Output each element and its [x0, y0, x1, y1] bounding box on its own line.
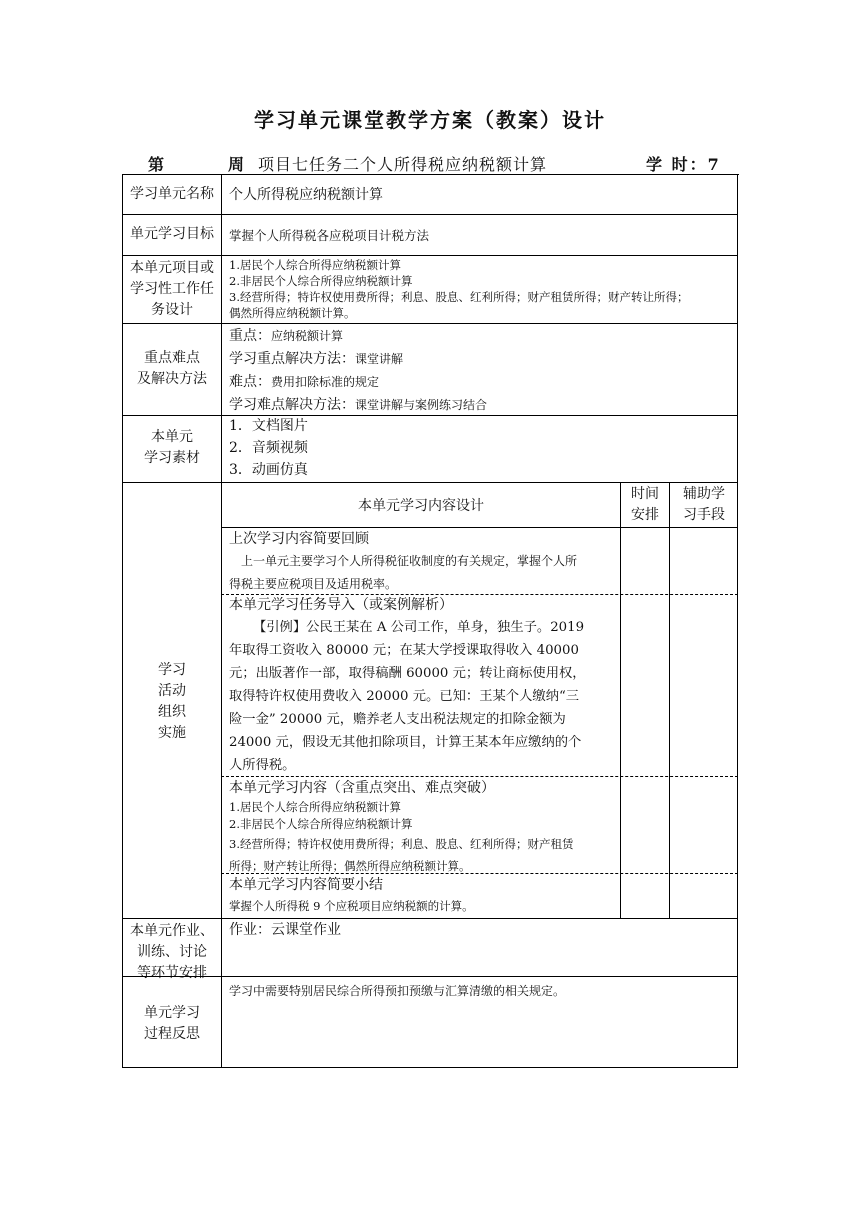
- task-item: 1.居民个人综合所得应纳税额计算: [229, 258, 401, 272]
- aid-column-divider: [669, 482, 670, 918]
- difficulty-line: [229, 371, 487, 394]
- material-item: 3．动画仿真: [229, 462, 308, 478]
- unit-name-value: 个人所得税应纳税额计算: [229, 187, 383, 203]
- activities-label-line: 组织: [158, 704, 186, 720]
- case-text-line: 险一金” 20000 元，赡养老人支出税法规定的扣除金额为: [229, 712, 566, 727]
- summary-text: 掌握个人所得税 9 个应税项目应纳税额的计算。: [229, 899, 474, 913]
- aid-header: [670, 484, 738, 526]
- reflection-label: [123, 1003, 221, 1045]
- key-label: 重点：: [229, 328, 271, 344]
- key-method-value: 课堂讲解: [355, 352, 404, 366]
- time-header-line: 安排: [631, 507, 659, 523]
- activities-label-line: 活动: [158, 683, 186, 699]
- key-points-value: [229, 325, 487, 417]
- summary-title: 本单元学习内容简要小结: [229, 877, 383, 893]
- lesson-plan-table: [122, 175, 738, 1068]
- review-section: [229, 528, 617, 596]
- case-text-line: 人所得税。: [229, 758, 296, 773]
- materials-label-line: 本单元: [151, 429, 193, 445]
- row-divider: [123, 214, 738, 215]
- content-title: 本单元学习内容（含重点突出、难点突破）: [229, 780, 495, 796]
- label-column-divider: [221, 175, 222, 1068]
- row-divider: [123, 255, 738, 256]
- difficulty-method-label: 学习难点解决方法：: [229, 397, 355, 413]
- key-value: 应纳税额计算: [271, 329, 344, 343]
- intro-title: 本单元学习任务导入（或案例解析）: [229, 597, 453, 613]
- aid-header-line: 习手段: [683, 507, 725, 523]
- key-points-label-line: 及解决方法: [137, 371, 207, 387]
- task-item: 偶然所得应纳税额计算。: [229, 306, 356, 320]
- case-text-line: 【引例】公民王某在 A 公司工作，单身，独生子。2019: [252, 620, 585, 635]
- week-suffix: 周: [228, 155, 245, 174]
- key-point-line: [229, 325, 487, 348]
- content-text-line: 3.经营所得；特许权使用费所得；利息、股息、红利所得；财产租赁: [229, 837, 574, 851]
- homework-label-line: 本单元作业、: [130, 923, 214, 939]
- key-points-label-line: 重点难点: [144, 350, 200, 366]
- case-text-line: 取得特许权使用费收入 20000 元。已知：王某个人缴纳“三: [229, 689, 580, 704]
- key-method-label: 学习重点解决方法：: [229, 351, 355, 367]
- week-label: 第: [148, 155, 165, 174]
- difficulty-method-value: 课堂讲解与案例练习结合: [355, 398, 488, 412]
- time-header-line: 时间: [631, 486, 659, 502]
- reflection-value: 学习中需要特别居民综合所得预扣预缴与汇算清缴的相关规定。: [229, 984, 566, 998]
- project-title: 项目七任务二个人所得税应纳税额计算: [258, 155, 548, 174]
- homework-value: [229, 920, 341, 940]
- homework-label: [123, 921, 221, 984]
- header-row: [122, 152, 738, 174]
- time-header: [621, 484, 669, 526]
- case-text-line: 24000 元，假设无其他扣除项目，计算王某本年应缴纳的个: [229, 735, 582, 750]
- unit-name-label: 学习单元名称: [130, 186, 214, 202]
- review-text-line: 得税主要应税项目及适用税率。: [229, 577, 398, 591]
- summary-section: [229, 874, 619, 916]
- case-text-line: 年取得工资收入 80000 元；在某大学授课取得收入 40000: [229, 643, 579, 658]
- task-item: 2.非居民个人综合所得应纳税额计算: [229, 274, 413, 288]
- activities-label-line: 实施: [158, 725, 186, 741]
- content-section: [229, 777, 619, 877]
- materials-label-line: 学习素材: [144, 450, 200, 466]
- row-divider: [123, 918, 738, 919]
- tasks-label: [123, 258, 221, 321]
- difficulty-method-line: [229, 394, 487, 417]
- material-item: 2．音频视频: [229, 440, 308, 456]
- homework-text: 作业：云课堂作业: [229, 922, 341, 938]
- tasks-label-line: 学习性工作任: [130, 281, 214, 297]
- content-text-line: 1.居民个人综合所得应纳税额计算: [229, 800, 401, 814]
- activities-label: [123, 660, 221, 744]
- time-column-divider: [620, 482, 621, 918]
- reflection-label-line: 过程反思: [144, 1026, 200, 1042]
- page-title: 学习单元课堂教学方案（教案）设计: [254, 108, 606, 132]
- key-method-line: [229, 348, 487, 371]
- class-hours: 学 时：7: [646, 155, 721, 174]
- difficulty-value: 费用扣除标准的规定: [271, 375, 380, 389]
- review-title: 上次学习内容简要回顾: [229, 531, 369, 547]
- content-text-line: 2.非居民个人综合所得应纳税额计算: [229, 817, 413, 831]
- homework-label-line: 训练、讨论: [137, 944, 207, 960]
- task-item: 3.经营所得；特许权使用费所得；利息、股息、红利所得；财产租赁所得；财产转让所得；: [229, 290, 689, 304]
- unit-goal-label: 单元学习目标: [130, 226, 214, 242]
- content-design-header: 本单元学习内容设计: [358, 497, 484, 514]
- intro-section: [229, 595, 619, 777]
- materials-label: [123, 427, 221, 469]
- activities-label-line: 学习: [158, 662, 186, 678]
- materials-value: [229, 415, 308, 481]
- aid-header-line: 辅助学: [683, 486, 725, 502]
- case-text-line: 元；出版著作一部，取得稿酬 60000 元；转让商标使用权，: [229, 666, 586, 681]
- tasks-label-line: 务设计: [151, 302, 193, 318]
- material-item: 1．文档图片: [229, 418, 308, 434]
- row-divider: [123, 323, 738, 324]
- row-divider: [123, 976, 738, 977]
- row-divider: [123, 415, 738, 416]
- key-points-label: [123, 348, 221, 390]
- content-text-line: 所得；财产转让所得；偶然所得应纳税额计算。: [229, 859, 471, 873]
- homework-label-line: 等环节安排: [137, 965, 207, 981]
- reflection-label-line: 单元学习: [144, 1005, 200, 1021]
- difficulty-label: 难点：: [229, 374, 271, 390]
- unit-goal-value: 掌握个人所得税各应税项目计税方法: [229, 228, 430, 243]
- tasks-value: [229, 257, 688, 321]
- review-text-line: 上一单元主要学习个人所得税征收制度的有关规定，掌握个人所: [241, 554, 578, 568]
- tasks-label-line: 本单元项目或: [130, 260, 214, 276]
